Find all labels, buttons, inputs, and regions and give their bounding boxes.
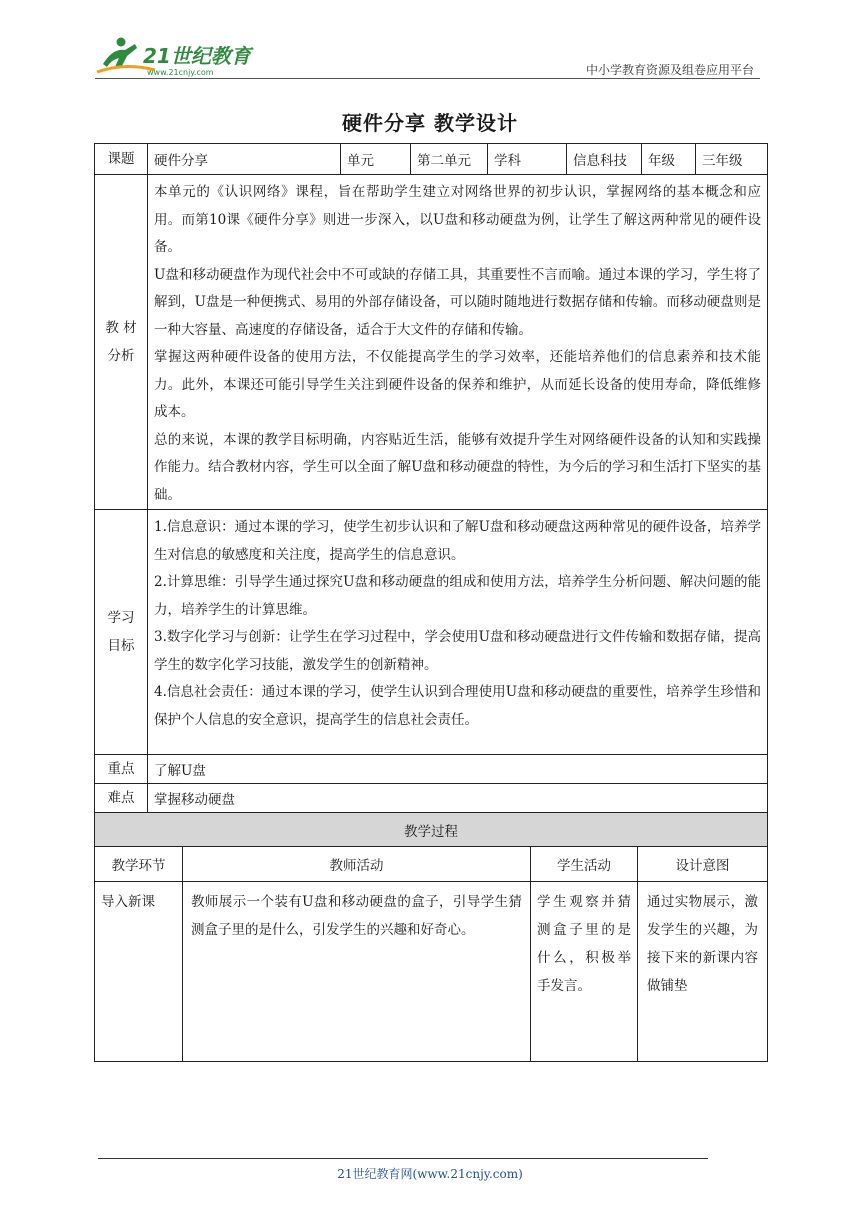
column-header: 设计意图 [638,847,768,882]
stage-cell: 导入新课 [95,882,183,1062]
subject-label: 学科 [488,144,567,175]
goal-item: 2.计算思维：引导学生通过探究U盘和移动硬盘的组成和使用方法，培养学生分析问题、解决问题的能力，培养学生的计算思维。 [154,574,761,618]
subject-value: 信息科技 [567,144,642,175]
logo [95,34,270,78]
page-header [95,30,760,80]
process-row [95,882,768,1062]
document-title: 硬件分享 教学设计 [342,111,518,135]
goal-item: 4.信息社会责任：通过本课的学习，使学生认识到合理使用U盘和移动硬盘的重要性，培养学生珍惜和保护个人信息的安全意识，提高学生的信息社会责任。 [154,684,761,728]
design-intent-cell: 通过实物展示，激发学生的兴趣，为接下来的新课内容做铺垫 [638,882,768,1062]
difficulty-value: 掌握移动硬盘 [148,784,768,813]
process-title: 教学过程 [95,813,768,847]
unit-value: 第二单元 [411,144,488,175]
goal-item: 1.信息意识：通过本课的学习，使学生初步认识和了解U盘和移动硬盘这两种常见的硬件设备，培养学生对信息的敏感度和关注度，提高学生的信息意识。 [154,519,761,563]
column-header: 教学环节 [95,847,183,882]
key-point-label: 重点 [95,755,148,784]
unit-label: 单元 [341,144,411,175]
basic-info-row [95,144,768,175]
material-paragraph: 掌握这两种硬件设备的使用方法，不仅能提高学生的学习效率，还能培养他们的信息素养和技术能力。此外，本课还可能引导学生关注到硬件设备的保养和维护，从而延长设备的使用寿命，降低维修成本。 [154,349,761,420]
student-activity-cell: 学生观察并猜测盒子里的是什么，积极举手发言。 [531,882,638,1062]
material-paragraph: 总的来说，本课的教学目标明确，内容贴近生活，能够有效提升学生对网络硬件设备的认知和实践操作能力。结合教材内容，学生可以全面了解U盘和移动硬盘的特性，为今后的学习和生活打下坚实的基础。 [154,431,761,503]
platform-name: 中小学教育资源及组卷应用平台 [585,63,754,77]
key-point-value: 了解U盘 [148,755,768,784]
goals-label: 学习 目标 [95,510,148,755]
goals-content [148,510,768,755]
topic-label: 课题 [95,144,148,175]
lesson-info-table [94,143,768,813]
process-title-row [95,813,768,847]
goals-row [95,510,768,755]
grade-label: 年级 [642,144,696,175]
material-label: 教 材 分析 [95,175,148,510]
process-header-row [95,847,768,882]
material-paragraph: U盘和移动硬盘作为现代社会中不可或缺的存储工具，其重要性不言而喻。通过本课的学习，学生将了解到，U盘是一种便携式、易用的外部存储设备，可以随时随地进行数据存储和传输。而移动硬盘则是一种大容量、高速度的存储设备，适合于大文件的存储和传输。 [154,266,761,338]
goal-item: 3.数字化学习与创新：让学生在学习过程中，学会使用U盘和移动硬盘进行文件传输和数据存储，提高学生的数字化学习技能，激发学生的创新精神。 [154,629,761,673]
footer-divider [98,1158,708,1159]
key-point-row [95,755,768,784]
material-paragraph: 本单元的《认识网络》课程，旨在帮助学生建立对网络世界的初步认识，掌握网络的基本概念和应用。而第10课《硬件分享》则进一步深入，以U盘和移动硬盘为例，让学生了解这两种常见的硬件设备。 [154,184,761,255]
logo-text: 21世纪教育 [143,44,251,68]
topic-value: 硬件分享 [148,144,341,175]
difficulty-label: 难点 [95,784,148,813]
column-header: 教师活动 [183,847,531,882]
material-row [95,175,768,510]
logo-url: www.21cnjy.com [147,68,214,77]
footer-link[interactable]: 21世纪教育网(www.21cnjy.com) [337,1167,523,1181]
column-header: 学生活动 [531,847,638,882]
grade-value: 三年级 [696,144,768,175]
material-content [148,175,768,510]
teaching-process-table [94,812,768,1062]
difficulty-row [95,784,768,813]
header-divider [95,78,760,79]
teacher-activity-cell: 教师展示一个装有U盘和移动硬盘的盒子，引导学生猜测盒子里的是什么，引发学生的兴趣和好奇心。 [183,882,531,1062]
